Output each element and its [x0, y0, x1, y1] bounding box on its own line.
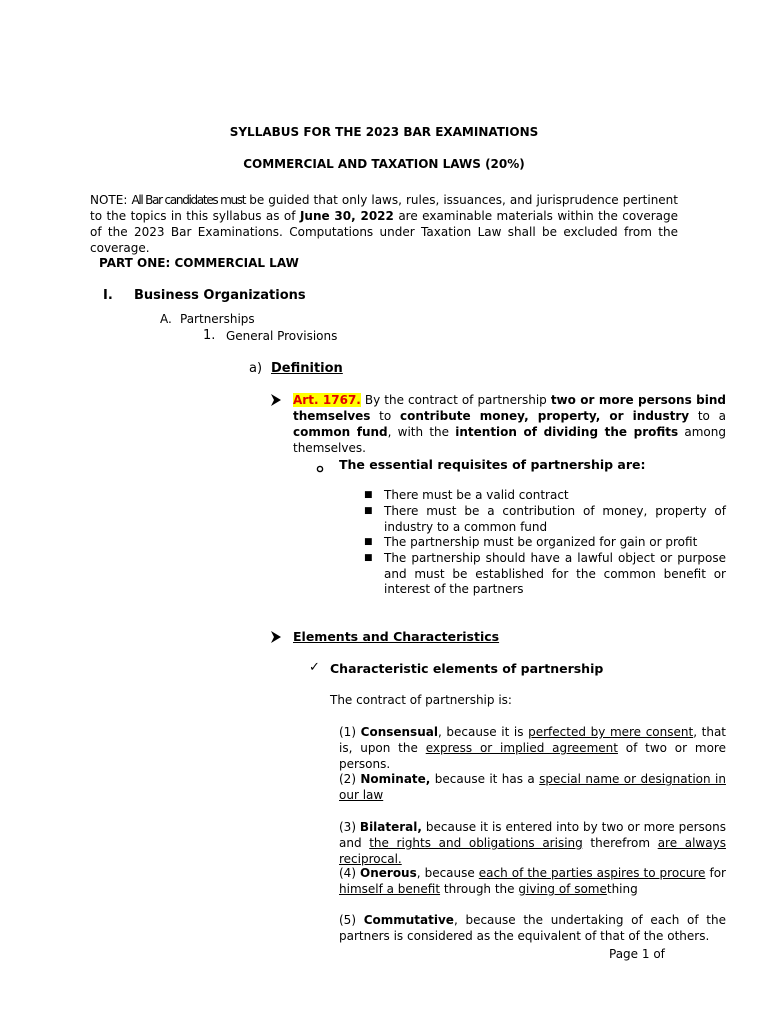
article-text: to	[379, 409, 392, 423]
article-bold-text: common fund	[293, 425, 388, 439]
article-reference: Art. 1767.	[293, 393, 361, 407]
item-text: because it has a	[434, 772, 535, 786]
item-number: (1)	[339, 725, 356, 739]
item-number: (4)	[339, 866, 356, 880]
section-heading: Business Organizations	[134, 288, 306, 303]
square-bullet-icon: ■	[364, 506, 373, 516]
item-text: , because it is	[437, 725, 524, 739]
item-underlined: himself a benefit	[339, 882, 441, 896]
arrowhead-bullet-icon	[271, 631, 281, 646]
item-text: of two or more persons.	[339, 741, 726, 771]
article-bold-text: two or more persons bind themselves	[293, 393, 726, 423]
requisites-heading: The essential requisites of partnership are:	[339, 457, 646, 472]
part-one-heading: PART ONE: COMMERCIAL LAW	[99, 256, 299, 270]
checkmark-icon: ✓	[309, 660, 320, 675]
subsection-heading: Partnerships	[180, 312, 255, 326]
list-item: There must be a valid contract	[384, 488, 569, 502]
subitem-heading: Definition	[271, 361, 343, 376]
characteristic-item	[339, 865, 726, 897]
item-text: therefrom	[590, 836, 651, 850]
item-number: (2)	[339, 772, 356, 786]
document-subtitle: COMMERCIAL AND TAXATION LAWS (20%)	[243, 157, 525, 171]
characteristic-item	[339, 819, 726, 867]
item-name: Commutative	[363, 913, 454, 927]
characteristic-item	[339, 912, 726, 944]
item-name: Nominate,	[360, 772, 431, 786]
characteristic-item	[339, 771, 726, 803]
article-text: , with the	[387, 425, 450, 439]
item-text: for	[709, 866, 726, 880]
item-name: Bilateral,	[359, 820, 422, 834]
item-text: , that is, upon the	[339, 725, 726, 755]
item-text: thing	[606, 882, 638, 896]
item-number: (5)	[339, 913, 356, 927]
article-bold-text: intention of dividing the profits	[455, 425, 679, 439]
characteristic-heading: Characteristic elements of partnership	[330, 661, 604, 676]
list-item: The partnership should have a lawful object or purpose and must be established for the common benefit or interest of the partners	[384, 551, 726, 596]
square-bullet-icon: ■	[364, 553, 373, 563]
document-title: SYLLABUS FOR THE 2023 BAR EXAMINATIONS	[229, 125, 539, 139]
article-text: to a	[697, 409, 726, 423]
item-number: 1.	[203, 328, 216, 343]
square-bullet-icon: ■	[364, 490, 373, 500]
note-text-2: are examinable materials within the coverage of the 2023 Bar Examinations. Computations under Taxation Law shall be excluded from the coverage.	[90, 209, 678, 255]
article-bold-text: contribute money, property, or industry	[399, 409, 690, 423]
item-name: Consensual	[360, 725, 438, 739]
article-paragraph	[293, 392, 726, 456]
item-underlined: special name or designation in our law	[339, 772, 726, 802]
item-underlined: perfected by mere consent	[528, 725, 694, 739]
subitem-letter: a)	[249, 361, 263, 376]
item-heading: General Provisions	[226, 329, 338, 343]
item-underlined: are always reciprocal.	[339, 836, 726, 866]
elements-heading: Elements and Characteristics	[293, 629, 500, 644]
item-underlined: the rights and obligations arising	[369, 836, 583, 850]
list-item: The partnership must be organized for gain or profit	[384, 535, 698, 549]
note-date: June 30, 2022	[299, 209, 394, 223]
item-name: Onerous	[360, 866, 417, 880]
page-number: Page 1 of	[609, 947, 665, 961]
list-item: There must be a contribution of money, property of industry to a common fund	[384, 504, 726, 534]
item-number: (3)	[339, 820, 356, 834]
article-text: By the contract of partnership	[364, 393, 547, 407]
item-underlined: each of the parties aspires to procure	[478, 866, 706, 880]
item-text: , because the undertaking of each of the partners is considered as the equivalent of that of the others.	[339, 913, 726, 943]
note-label: NOTE:	[90, 193, 128, 207]
contract-intro: The contract of partnership is:	[330, 693, 512, 707]
note-paragraph	[90, 192, 678, 256]
item-underlined: giving of some	[518, 882, 607, 896]
arrowhead-bullet-icon	[271, 394, 283, 409]
item-text: , because	[416, 866, 475, 880]
note-text-1: be guided that only laws, rules, issuances, and jurisprudence pertinent to the topics in this syllabus as of	[90, 193, 678, 223]
characteristic-item	[339, 724, 726, 772]
section-numeral: I.	[103, 288, 113, 303]
item-underlined: express or implied agreement	[425, 741, 618, 755]
square-bullet-icon: ■	[364, 537, 373, 547]
subsection-letter: A.	[160, 312, 172, 326]
note-condensed-text: All Bar candidates must	[131, 193, 246, 207]
item-text: because it is entered into by two or more persons and	[339, 820, 726, 850]
article-text: among themselves.	[293, 425, 726, 455]
item-text: through the	[443, 882, 515, 896]
circle-bullet-icon	[316, 462, 324, 476]
